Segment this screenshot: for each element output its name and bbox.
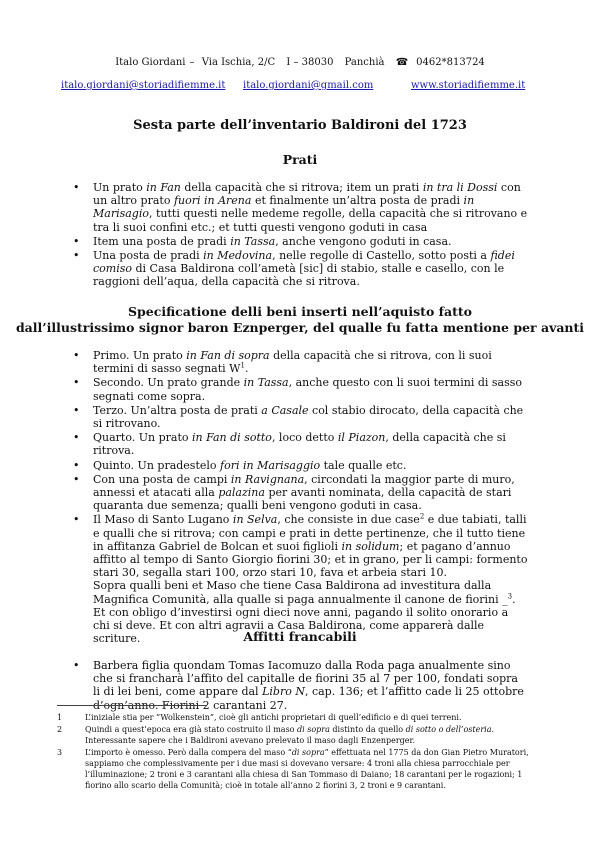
list-item: • Quarto. Un prato in Fan di sotto, loco detto il Piazon, della capacità che si ritrova. [73,431,528,457]
website-link[interactable]: www.storiadifiemme.it [411,80,526,91]
author-address: Via Ischia, 2/C [201,57,276,68]
footnote-text: Quindi a quest’epoca era già stato costruito il maso di sopra distinto da quello di sotto o dell’osteria. Interessante sapere che i Baldironi avevano prelevato il maso dagli Enzenperger. [85,725,495,745]
list-item: • Barbera figlia quondam Tomas Iacomuzo dalla Roda paga anualmente sino che si francharà l’affito del capitalle de fiorini 35 al 7 per 100, fondati sopra li di lei beni, come appare dal Libro N, cap. 136; et l’affitto cade li 25 ottobre d’ogn’anno. Fiorini 2 carantani 27. [73,659,528,712]
telephone-icon: ☎ [395,57,409,68]
prati-list [73,181,528,290]
footnote-number: 1 [57,713,63,722]
list-item: • Secondo. Un prato grande in Tassa, anche questo con li suoi termini di sasso segnati come sopra. [73,376,528,402]
footnotes [57,712,544,792]
email-link-storiadifiemme[interactable]: italo.giordani@storiadifiemme.it [61,80,226,91]
section-heading-affitti: Affitti francabili [243,629,357,644]
footnote-number: 2 [57,725,63,734]
list-item: • Primo. Un prato in Fan di sopra della capacità che si ritrova, con li suoi termini di sasso segnati $W^1$. [73,349,528,375]
list-item: • Il Maso di Santo Lugano in Selva, che consiste in due case$^2$ e due tabiati, talli e qualli che si ritrova; con campi e prati in dette pertinenze, che il tutto tiene in affitanza Gabriel de Bolcan et suoi figlioli in solidum; et pagano d’annuo affitto al tempo di Santo Giorgio fiorini 30; et in grano, per li campi: formento stari 30, segalla stari 100, orzo stari 10, fava et arbeia stari 10. Sopra qualli beni et Maso che tiene Casa Baldirona ad investitura dalla Magnifica Comunità, alla qualle si paga annualmente il canone de fiorini _$^3$. Et con obligo d’investirsi ogni dieci nove anni, pagando il solito onorario a chi si deve. Et con altri agravii a Casa Baldirona, come apparerà dalle scriture. [73,513,528,645]
footnote-separator [57,705,207,706]
heading-line: Specificatione delli beni inserti nell’aquisto fatto [127,304,473,319]
footnote-text: L’importo è omesso. Però dalla compera del maso “di sopra” effettuata nel 1775 da don Gian Pietro Muratori, sappiamo che complessivamente per i due masi si dovevano versare: 4 troni alla chiesa parrocchiale per l’illuminazione; 2 troni e 3 carantani alla chiesa di San Tommaso di Daiano; 18 carantani per le rogazioni; 1 fiorino allo scario della Comunità; cioè in totale all’anno 2 fiorini 3, 2 troni e 9 carantani. [85,748,529,790]
section-heading-specificatione [0,304,600,336]
letterhead: Italo Giordani – Via Ischia, 2/C I – 38030 Panchià ☎ 0462*813724 [115,57,485,68]
heading-line: dall’illustrissimo signor baron Eznperger, del qualle fu fatta mentione per avanti [15,320,585,335]
section-heading-prati: Prati [282,152,318,167]
list-item: • Una posta de pradi in Medovina, nelle regolle di Castello, sotto posti a fidei comiso di Casa Baldirona coll’ametà [sic] di stabio, stalle e casello, con le raggioni dell’aqua, della capacità che si ritrova. [73,249,528,289]
footnote-number: 3 [57,748,63,757]
document-title: Sesta parte dell’inventario Baldironi del 1723 [133,118,467,133]
footnote [57,724,544,746]
email-link-gmail[interactable]: italo.giordani@gmail.com [243,80,374,91]
list-item: • Quinto. Un pradestelo fori in Marisaggio tale qualle etc. [73,459,528,472]
footnote-text: L’iniziale stia per “Wolkenstein”, cioè gli antichi proprietari di quell’edificio e di quei terreni. [85,713,462,722]
list-item: • Terzo. Un’altra posta de prati a Casale col stabio dirocato, della capacità che si ritrovano. [73,404,528,430]
footnote [57,712,544,723]
list-item: • Con una posta de campi in Ravignana, circondati la maggior parte di muro, annessi et atacati alla palazina per avanti nominata, della capacità de stari quaranta due semenza; qualli beni vengono goduti in casa. [73,473,528,513]
author-name: Italo Giordani [115,57,186,68]
beni-list [73,349,528,646]
author-cap: I – 38030 [286,57,334,68]
list-item: • Un prato in Fan della capacità che si ritrova; item un prati in tra li Dossi con un altro prato fuori in Arena et finalmente un’altra posta de pradi in Marisagio, tutti questi nelle medeme regolle, della capacità che si ritrovano e tra li suoi confini etc.; et tutti questi vengono goduti in casa [73,181,528,234]
list-item: • Item una posta de pradi in Tassa, anche vengono goduti in casa. [73,235,528,248]
author-phone: 0462*813724 [416,57,485,68]
author-city: Panchià [344,57,385,68]
footnote [57,747,544,791]
